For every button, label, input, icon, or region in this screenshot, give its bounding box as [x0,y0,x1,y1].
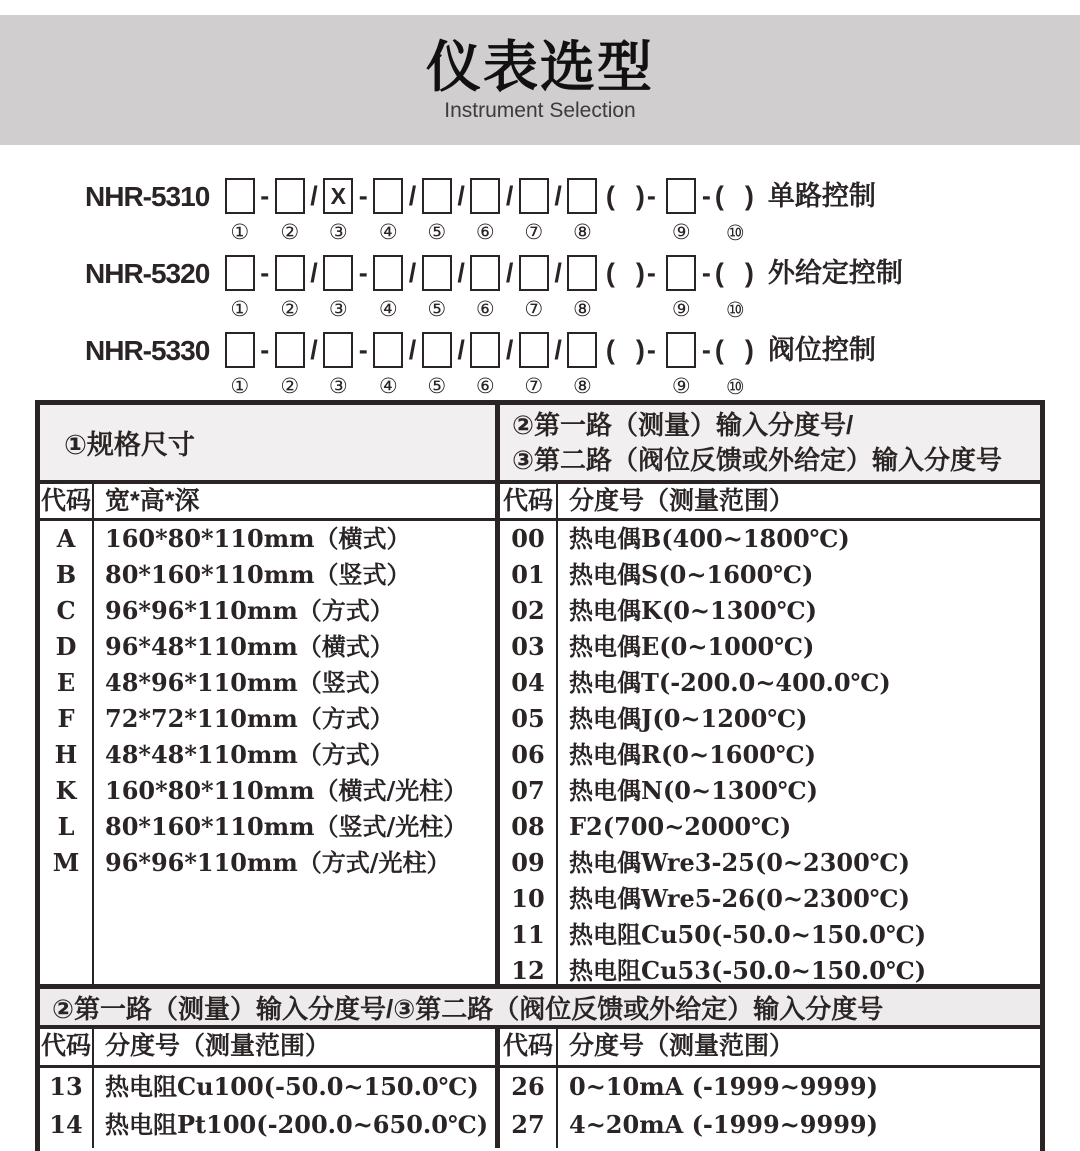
code-slot-box [470,332,500,368]
code-slot-box [225,332,255,368]
position-number: ⑥ [475,220,495,244]
selection-table [35,400,1045,1151]
page-subtitle: Instrument Selection [444,99,636,122]
position-number: ④ [378,297,398,321]
table-cell-text: B [55,560,77,589]
table-cell-text: E [56,668,76,697]
code-slot-box [666,332,696,368]
code-separator: / [310,335,318,365]
table-cell-text: 0~10mA (-1999~9999) [569,1072,878,1101]
table2-left-desc-column [94,1068,495,1148]
code-separator: / [457,335,465,365]
table-cell-text: 热电偶R(0~1600℃) [569,740,817,769]
code-slot-box [666,178,696,214]
page-header-band [0,15,1080,145]
code-separator: / [554,335,562,365]
code-slot-box [470,255,500,291]
code-slot [372,332,405,397]
position-number: ⑩ [725,375,745,399]
table-cell-text [105,953,495,989]
table-cell-text: 48*96*110mm（竖式） [105,668,394,697]
code-separator: - [701,181,711,211]
table-cell-text: 热电偶K(0~1300℃) [569,596,817,625]
code-slot-box [275,332,305,368]
model-line-label: 阀位控制 [767,335,876,365]
code-slot [469,178,502,243]
table-cell-text: 14 [49,1110,83,1139]
code-slot-box [373,178,403,214]
table-cell-text: 26 [511,1072,545,1101]
code-slot [469,332,502,397]
model-number: NHR-5330 [85,335,210,366]
code-slot-box [519,178,549,214]
code-slot-box [666,255,696,291]
code-separator: / [408,258,417,288]
code-separator: / [310,258,318,288]
code-separator: / [457,258,465,288]
table1-left-desc-column [94,521,495,984]
table1-header-right [500,405,1040,480]
table2-left-code-header: 代码 [40,1029,94,1065]
table-cell-text: 12 [511,956,545,985]
code-slot [322,332,355,397]
position-number: ⑨ [671,220,691,244]
position-number: ⑧ [572,297,592,321]
code-slot [420,255,453,320]
position-number: ⑥ [475,297,495,321]
table-cell-text: A [56,524,76,553]
table-cell-text: 10 [511,884,545,913]
table2-section-header: ②第一路（测量）输入分度号/③第二路（阀位反馈或外给定）输入分度号 [40,989,1040,1029]
code-separator: / [505,181,514,211]
table2-right-code-column [500,1068,558,1148]
table-cell-text: 09 [511,848,545,877]
position-number: ⑦ [524,374,544,398]
code-slot-box [323,332,353,368]
position-number: ⑥ [475,374,495,398]
table-cell-text: 11 [511,920,545,949]
table1-right-desc-column [558,521,1040,984]
table1-header-row [40,405,1040,484]
table-cell-text: 05 [511,704,545,733]
code-slot [665,255,698,320]
table-cell-text [40,953,92,989]
code-separator: - [260,258,270,288]
table-cell-text: 00 [511,524,545,553]
table-cell-text: 热电阻Cu100(-50.0~150.0℃) [105,1072,479,1101]
final-parens-slot [715,178,756,244]
code-slot [372,178,405,243]
final-parens: ( ) [714,181,756,211]
code-separator: - [358,181,368,211]
table2-left-desc-header: 分度号（测量范围） [105,1032,331,1060]
table1-right-desc-header: 分度号（测量范围） [569,487,795,515]
code-slot-box [275,255,305,291]
code-separator: / [408,181,417,211]
code-slot [223,332,256,397]
code-slot-box [519,332,549,368]
table1-right-code-header: 代码 [500,484,558,518]
code-slot [273,178,306,243]
table-cell-text: 03 [511,632,545,661]
table2-right-desc-column [558,1068,1040,1148]
code-slot-box [567,332,597,368]
table-cell-text: 热电偶J(0~1200℃) [569,704,808,733]
code-slot-box: X [323,178,353,214]
table-cell-text: 热电偶Wre5-26(0~2300℃) [569,884,910,913]
final-parens: ( ) [714,258,756,288]
position-number: ① [230,220,250,244]
table-cell-text: 72*72*110mm（方式） [105,704,394,733]
code-separator: - [358,258,368,288]
model-number: NHR-5310 [85,181,210,212]
table-cell-text: 01 [511,560,545,589]
code-slot-box [470,178,500,214]
table-cell-text: 热电偶T(-200.0~400.0℃) [569,668,891,697]
table1-header-right-line1: ②第一路（测量）输入分度号/ [512,410,854,440]
table1-left-code-column [40,521,94,984]
position-number: ③ [328,374,348,398]
position-number: ④ [378,374,398,398]
final-parens-slot [715,332,756,398]
table-cell-text: 热电阻Cu50(-50.0~150.0℃) [569,920,927,949]
position-number: ⑦ [524,297,544,321]
table-cell-text: 08 [511,812,545,841]
code-separator: - [260,181,270,211]
position-number: ⑨ [671,297,691,321]
table-cell-text: K [55,776,77,805]
code-separator: ( )- [605,181,658,211]
table-cell-text: 热电偶S(0~1600℃) [569,560,814,589]
model-code-block [85,178,1075,409]
code-slot [372,255,405,320]
table-cell-text [40,881,92,917]
position-number: ⑤ [427,374,447,398]
table1-header-right-line2: ③第二路（阀位反馈或外给定）输入分度号 [512,445,1003,475]
model-code-line [85,332,1075,409]
code-slot [517,332,550,397]
table-cell-text: 02 [511,596,545,625]
final-parens: ( ) [714,335,756,365]
table-cell-text: F [57,704,75,733]
position-number: ② [280,297,300,321]
code-slot [273,255,306,320]
code-slot-box [275,178,305,214]
code-separator: - [358,335,368,365]
table-cell-text: 160*80*110mm（横式） [105,524,411,553]
table-cell-text: H [54,740,78,769]
code-slot [665,178,698,243]
code-slot [420,332,453,397]
table-cell-text: 160*80*110mm（横式/光柱） [105,776,468,805]
page-title: 仪表选型 [425,36,654,98]
position-number: ③ [328,297,348,321]
position-number: ⑧ [572,374,592,398]
table1-subheader-row [40,484,1040,521]
table-cell-text: 04 [511,668,545,697]
table-cell-text: D [55,632,77,661]
table-cell-text: 07 [511,776,545,805]
table1-left-code-header: 代码 [40,484,94,518]
code-separator: / [505,258,514,288]
position-number: ⑨ [671,374,691,398]
table-cell-text: M [52,848,80,877]
position-number: ⑤ [427,297,447,321]
table-cell-text: 热电阻Pt100(-200.0~650.0℃) [105,1110,489,1139]
table-cell-text [105,881,495,917]
table-cell-text: 80*160*110mm（竖式） [105,560,411,589]
table-cell-text: 热电阻Cu53(-50.0~150.0℃) [569,956,927,985]
table2-right-code-header: 代码 [500,1029,558,1065]
position-number: ⑦ [524,220,544,244]
code-separator: / [408,335,417,365]
position-number: ④ [378,220,398,244]
table-cell-text: 热电偶N(0~1300℃) [569,776,819,805]
table2-left-code-column [40,1068,94,1148]
table-cell-text: 27 [511,1110,545,1139]
code-slot [420,178,453,243]
model-code-line [85,255,1075,332]
position-number: ⑩ [725,221,745,245]
code-separator: ( )- [605,258,658,288]
final-parens-slot [715,255,756,321]
code-slot [273,332,306,397]
table-cell-text [40,917,92,953]
table-cell-text: 热电偶E(0~1000℃) [569,632,815,661]
code-slot-box [567,255,597,291]
code-slot-box [422,178,452,214]
code-slot [566,178,599,243]
code-separator: / [554,258,562,288]
code-slot-box [567,178,597,214]
table-cell-text: C [56,596,76,625]
code-slot-box [519,255,549,291]
table-cell-text: 13 [49,1072,83,1101]
code-slot [322,178,355,243]
code-slot [469,255,502,320]
table-cell-text: 96*96*110mm（方式/光柱） [105,848,451,877]
position-number: ② [280,374,300,398]
table2-right-desc-header: 分度号（测量范围） [569,1032,795,1060]
code-separator: / [554,181,562,211]
code-slot-box [225,178,255,214]
code-slot-box [373,255,403,291]
position-number: ⑧ [572,220,592,244]
code-separator: / [505,335,514,365]
table-cell-text: 4~20mA (-1999~9999) [569,1110,878,1139]
model-line-label: 外给定控制 [767,258,903,288]
code-slot-box [422,255,452,291]
code-slot [517,255,550,320]
code-slot [322,255,355,320]
position-number: ⑤ [427,220,447,244]
position-number: ⑩ [725,298,745,322]
table1-left-desc-header: 宽*高*深 [105,487,200,515]
table2-subheader-row [40,1029,1040,1068]
code-separator: / [457,181,465,211]
code-slot-box [373,332,403,368]
position-number: ① [230,297,250,321]
code-separator: - [701,335,711,365]
table-cell-text: 80*160*110mm（竖式/光柱） [105,812,468,841]
code-slot [517,178,550,243]
code-slot [665,332,698,397]
code-slot-box [323,255,353,291]
table-cell-text: 热电偶Wre3-25(0~2300℃) [569,848,910,877]
position-number: ① [230,374,250,398]
model-line-label: 单路控制 [767,181,876,211]
table2-body [40,1068,1040,1148]
model-code-line [85,178,1075,255]
code-separator: - [701,258,711,288]
code-slot [223,255,256,320]
table-cell-text: 48*48*110mm（方式） [105,740,394,769]
code-separator: / [310,181,318,211]
code-slot [223,178,256,243]
code-slot-box [225,255,255,291]
model-number: NHR-5320 [85,258,210,289]
table-cell-text: 热电偶B(400~1800℃) [569,524,850,553]
code-separator: ( )- [605,335,658,365]
table-cell-text [105,917,495,953]
code-separator: - [260,335,270,365]
position-number: ② [280,220,300,244]
table-cell-text: 96*48*110mm（横式） [105,632,394,661]
table1-body [40,521,1040,989]
table-cell-text: 06 [511,740,545,769]
table1-header-left: ①规格尺寸 [40,405,500,480]
code-slot [566,332,599,397]
table-cell-text: F2(700~2000℃) [569,812,792,841]
code-slot-box [422,332,452,368]
code-slot [566,255,599,320]
table1-right-code-column [500,521,558,984]
table-cell-text: L [57,812,75,841]
position-number: ③ [328,220,348,244]
table-cell-text: 96*96*110mm（方式） [105,596,394,625]
